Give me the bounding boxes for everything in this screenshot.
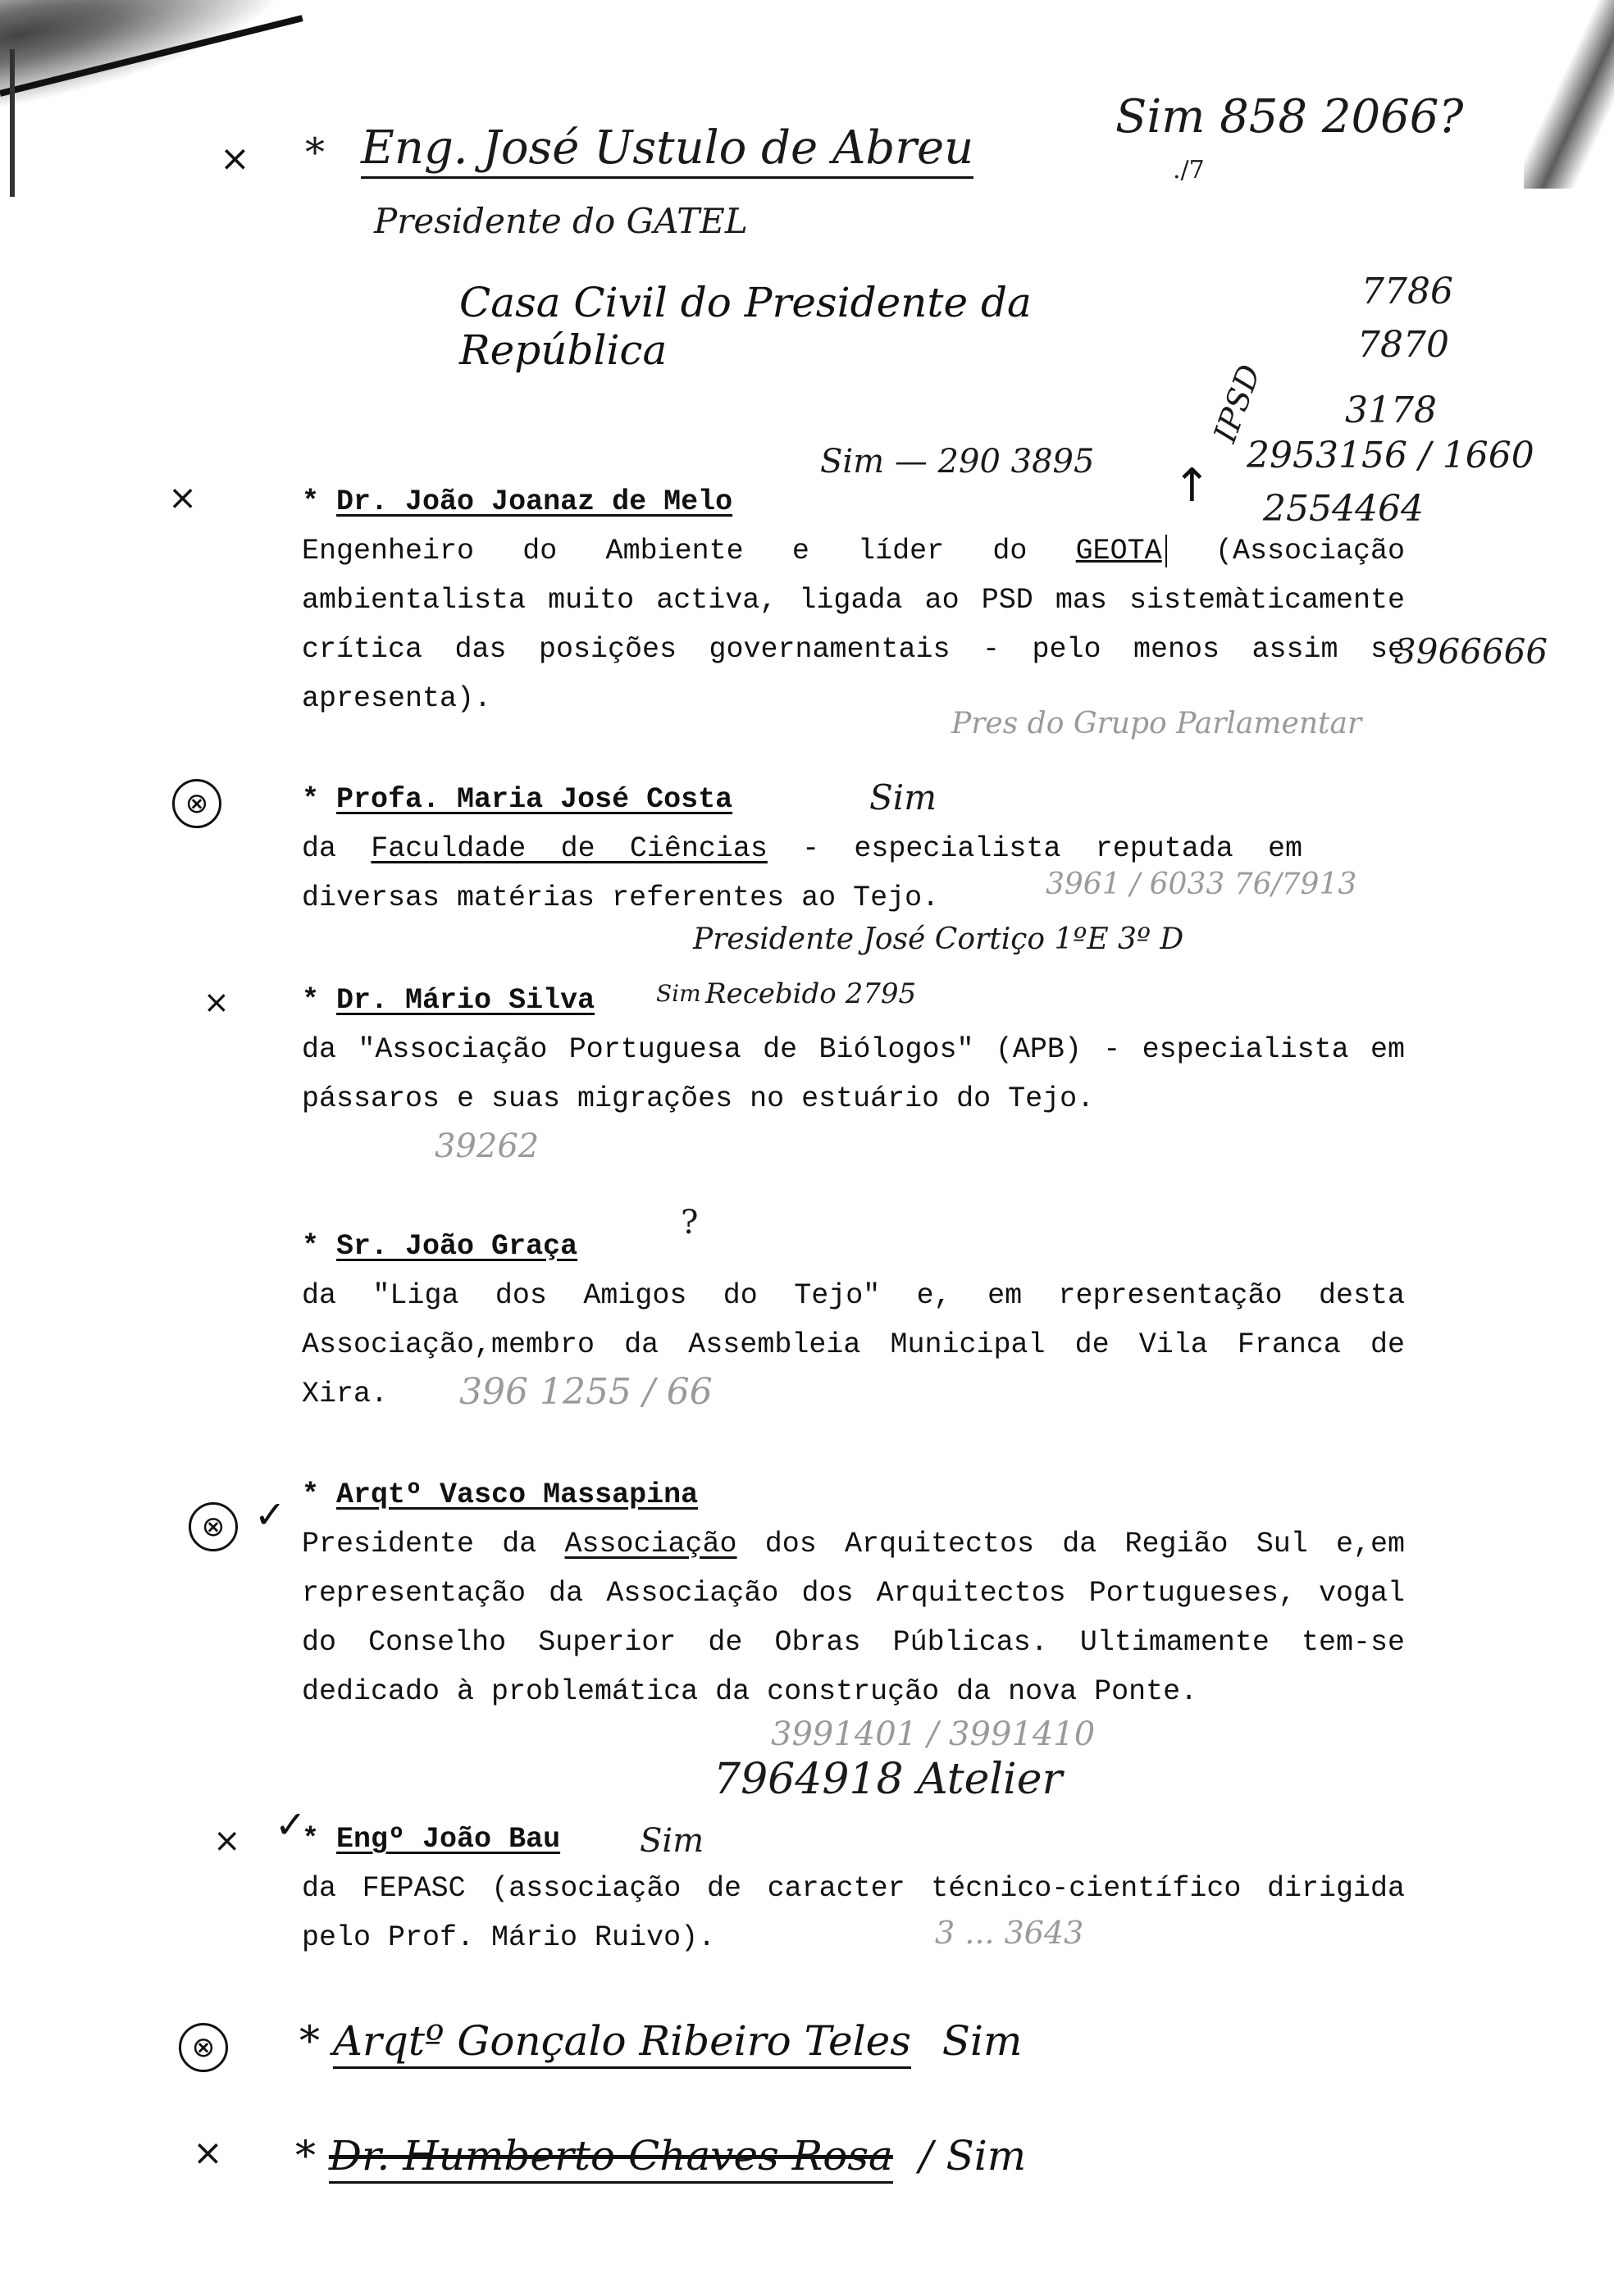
arrow-up-icon: ↑ <box>1173 459 1211 512</box>
margin-number-5: 2554464 <box>1263 488 1424 530</box>
entry-1-below-note: Pres do Grupo Parlamentar <box>951 707 1362 740</box>
margin-number-2: 7870 <box>1357 324 1449 366</box>
entry-6-description: da FEPASC (associação de caracter técnico-científico dirigida pelo Prof. Mário Ruivo). <box>302 1872 1405 1954</box>
entry-3 <box>302 976 1405 1123</box>
circled-cross-entry-2: ⊗ <box>172 779 221 828</box>
circled-cross-hw-entry-1: ⊗ <box>179 2023 228 2072</box>
check-mark-entry-5: ✓ <box>254 1492 286 1537</box>
entry-1-side-note: 3966666 <box>1394 631 1548 672</box>
entry-2-side-note: 3961 / 6033 76/7913 <box>1046 868 1357 901</box>
hw-entry-1-note: Sim <box>942 2017 1023 2065</box>
entry-2 <box>302 775 1405 922</box>
entry-2-name: * Profa. Maria José Costa <box>302 783 733 816</box>
entry-5-name: * Arqtº Vasco Massapina <box>302 1478 699 1511</box>
margin-number-4: 2953156 / 1660 <box>1247 435 1534 476</box>
entry-4 <box>302 1222 1405 1419</box>
entry-6 <box>302 1815 1405 1962</box>
entry-5 <box>302 1470 1405 1716</box>
entry-3-name: * Dr. Mário Silva <box>302 984 595 1017</box>
entry-1-phone-note: Sim — 290 3895 <box>820 443 1095 481</box>
margin-number-1: 7786 <box>1361 271 1453 312</box>
header-asterisk: * <box>305 130 325 175</box>
entry-5-below-note: 7964918 Atelier <box>714 1755 1063 1804</box>
header-name-handwritten: Eng. José Ustulo de Abreu <box>361 121 973 175</box>
cross-mark-entry-6: × <box>213 1822 241 1860</box>
entry-2-phone-note: Sim <box>869 777 937 818</box>
entry-4-end-note: 396 1255 / 66 <box>459 1371 713 1413</box>
entry-1-description: Engenheiro do Ambiente e líder do GEOTA (Associação ambientalista muito activa, ligada ao PSD mas sistemàticamente crítica das posições governamentais - pelo menos assim se apresenta). <box>302 535 1406 715</box>
entry-3-end-note: 39262 <box>435 1128 540 1165</box>
entry-4-description: da "Liga dos Amigos do Tejo" e, em representação desta Associação,membro da Assembleia Municipal de Vila Franca de Xira. <box>302 1279 1405 1410</box>
entry-3-above-note: Presidente José Cortiço 1ºE 3º D <box>693 922 1184 956</box>
cross-mark-hw-entry-2: × <box>193 2132 223 2174</box>
entry-5-description: Presidente da Associação dos Arquitectos da Região Sul e,em representação da Associação dos Arquitectos Portugueses, vogal do Conselho Superior de Obras Públicas. Ultimamente tem-se dedicado à problemática da construção da nova Ponte. <box>302 1528 1405 1708</box>
entry-6-end-note: 3 ... 3643 <box>935 1915 1084 1951</box>
hw-entry-2-name: Dr. Humberto Chaves Rosa <box>329 2132 893 2184</box>
entry-5-end-note: 3991401 / 3991410 <box>771 1715 1096 1753</box>
circled-cross-entry-5: ⊗ <box>189 1502 238 1551</box>
entry-1-name: * Dr. João Joanaz de Melo <box>302 485 733 518</box>
check-mark-entry-6: ✓ <box>275 1802 307 1847</box>
entry-4-name: * Sr. João Graça <box>302 1230 578 1263</box>
ipsd-note: IPSD <box>1206 359 1268 448</box>
cross-mark-entry-3: × <box>203 984 230 1020</box>
header-phone-note: Sim 858 2066? <box>1115 90 1464 144</box>
header-ref: ./7 <box>1173 156 1205 184</box>
scan-shadow-top-right <box>1524 0 1614 189</box>
entry-6-name: * Engº João Bau <box>302 1823 561 1856</box>
margin-number-3: 3178 <box>1345 390 1437 431</box>
hw-entry-2-note: / Sim <box>919 2132 1027 2180</box>
hw-entry-1: * Arqtº Gonçalo Ribeiro Teles Sim <box>299 2017 1022 2065</box>
scan-edge-vertical <box>10 49 15 197</box>
hw-entry-1-name: Arqtº Gonçalo Ribeiro Teles <box>333 2017 911 2069</box>
entry-6-phone-note: Sim <box>640 1822 704 1860</box>
cross-mark-header: × <box>220 138 250 180</box>
entry-4-query: ? <box>681 1204 699 1241</box>
entry-3-phone-note: Sim <box>656 980 701 1007</box>
header-role-handwritten: Presidente do GATEL <box>374 201 748 241</box>
entry-3-description: da "Associação Portuguesa de Biólogos" (APB) - especialista em pássaros e suas migrações no estuário do Tejo. <box>302 1033 1405 1115</box>
letterhead: Casa Civil do Presidente da República <box>459 279 1032 374</box>
hw-entry-2: * Dr. Humberto Chaves Rosa / Sim <box>295 2132 1026 2180</box>
cross-mark-entry-1: × <box>168 477 198 517</box>
entry-1 <box>302 477 1405 723</box>
entry-3-side-note: Recebido 2795 <box>705 977 917 1010</box>
entry-2-description: da Faculdade de Ciências - especialista reputada em diversas matérias referentes ao Tejo. <box>302 832 1303 914</box>
